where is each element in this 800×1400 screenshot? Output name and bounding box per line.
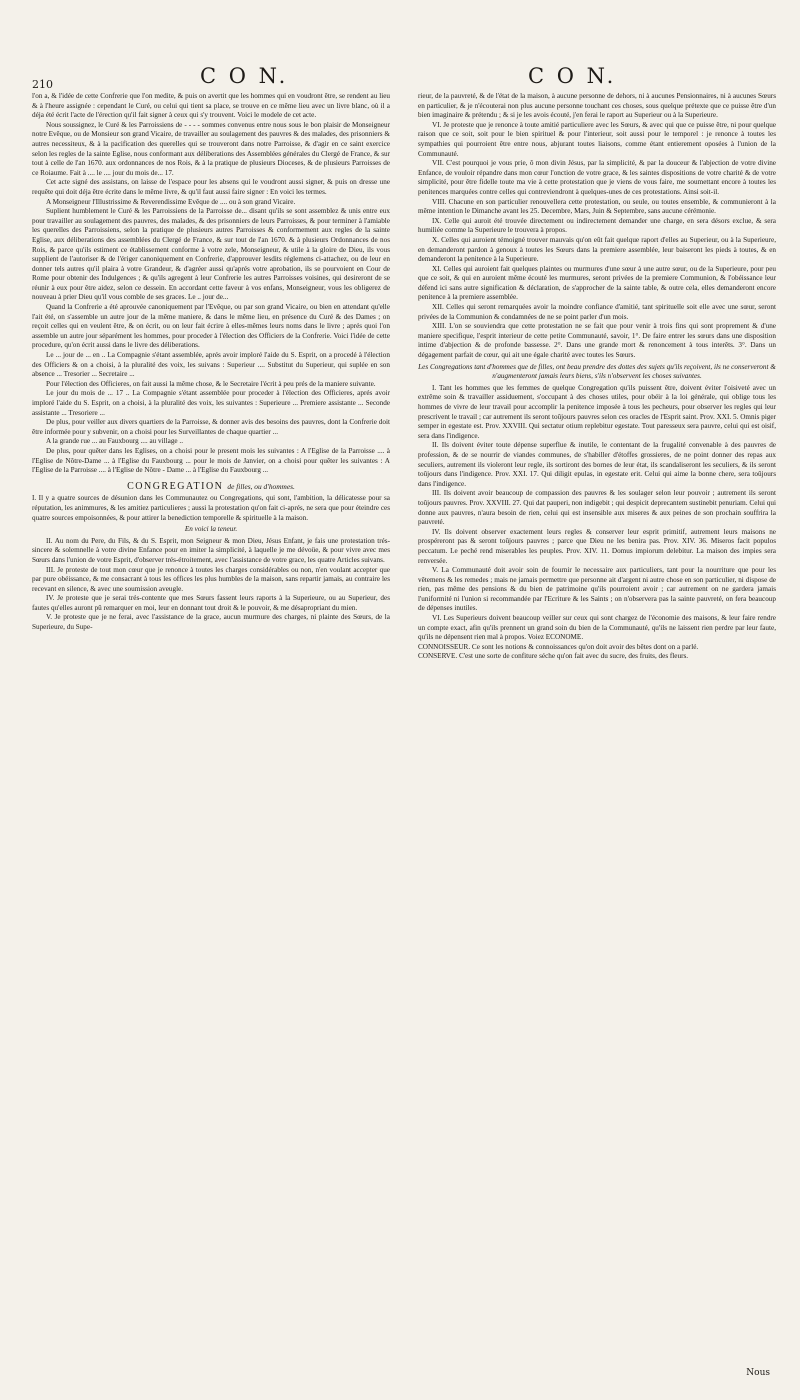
paragraph-text: De plus, pour quêter dans les Eglises, on a choisi pour le present mois les suivantes : A l'Eglise de la Parroisse .... à l'Eglise de Nôtre-Dame ... à l'Eglise du Fauxbourg ... pour le mois de Janvier, on a choisi pour quêter les suivantes : A l'Eglise de la Parroisse .... à l'Eglise de Nôtre - Dame ... à l'Eglise du Fauxbourg ...: [32, 446, 390, 475]
paragraph-text: VI. Les Superieurs doivent beaucoup veiller sur ceux qui sont chargez de l'économie des maisons, & leur faire rendre un compte exact, afin qu'ils prennent un grand soin du bien de la Communauté, qu'ils ne laissent rien perdre par leur faute, qu'ils ne dépensent rien mal à propos. Voiez ECONOME.: [418, 614, 776, 642]
paragraph-text: l'on a, & l'idée de cette Confrerie que l'on medite, & puis on avertit que les hommes qui en voudront être, se rendent au lieu & à l'heure assignée : cependant le Curé, ou celui qui tient sa place, se trouve en ce même lieu avec un livre blanc, où il a déja été écrit l'acte de l'érection qu'il fait signer à ceux qui s'y trouvent. Voici le modele de cet acte.: [32, 92, 390, 120]
paragraph-text: IV. Ils doivent observer exactement leurs regles & conserver leur esprit primitif, autrement leurs maisons ne prospéreront pas & seront toûjours pauvres ; parce que Dieu ne les benira pas. Prov. XIV. 36. Miseros facit populos peccatum. Le peché rend miserables les peuples. Prov. XIV. 11. Domus impiorum delebitur. La maison des impies sera renversée.: [418, 527, 776, 565]
paragraph: [32, 121, 390, 179]
paragraph: [32, 537, 390, 566]
paragraph-text: Les Congregations tant d'hommes que de filles, ont beau prendre des dottes des sujets qu'ils reçoivent, ils ne conserveront & n'augmenteront jamais leurs biens, s'ils n'observent les choses suivantes.: [418, 362, 776, 381]
paragraph-text: III. Je proteste de tout mon cœur que je renonce à toutes les charges considérables ou non, n'en voulant accepter que par pure obéissance, & me consacrant à tous les offices les plus humbles de la maison, sans repartir jamais, au contraire les recevant en silence, & avec une soumission aveugle.: [32, 565, 390, 593]
paragraph: [32, 92, 390, 121]
paragraph-text: Le jour du mois de ... 17 .. La Compagnie s'étant assemblée pour proceder à l'élection des Officieres, aprés avoir imploré l'aide du S. Esprit, on a choisi, à la pluralité des voix, les suivantes : Superieure ... Premiere assistante ... Seconde assistante ... Tresoriere ...: [32, 389, 390, 417]
paragraph: [32, 207, 390, 303]
paragraph: [32, 594, 390, 613]
paragraph-text: XI. Celles qui auroient fait quelques plaintes ou murmures d'une sœur à une autre sœur, ou de la Superieure, pour peu que ce soit, & qui en auroient même écouté les murmures, seront privées de la premiere Communion, & l'obéissance leur défend ici sans autre signification & déclaration, de s'approcher de la sainte table, & outre cela, elles demanderont encore penitence à la premiere assemblée.: [418, 264, 776, 302]
paragraph: [418, 489, 776, 527]
paragraph: [32, 198, 390, 208]
paragraph-text: III. Ils doivent avoir beaucoup de compassion des pauvres & les soulager selon leur pouvoir ; autrement ils seront toûjours pauvres. Prov. XXVIII. 27. Qui dat pauperi, non indigebit ; qui despicit deprecantem sustinebit penuriam. Celui qui donne aux pauvres, n'aura besoin de rien, celui qui est insensible aux miseres & aux peines de son prochain souffrira la pauvreté.: [418, 489, 776, 527]
paragraph-text: Le ... jour de ... en .. La Compagnie s'étant assemblée, aprés avoir imploré l'aide du S. Esprit, on a procedé à l'élection des Officiers & on a choisi, à la pluralité des voix, les suivans : Superieur .... Substitut du Superieur, qui suplée en son absence ... Tresorier ... Secretaire ...: [32, 351, 390, 379]
heading-subtitle: de filles, ou d'hommes.: [227, 481, 295, 491]
paragraph: [418, 614, 776, 643]
paragraph: [32, 613, 390, 632]
paragraph-text: Nous soussignez, le Curé & les Parroissiens de - - - - sommes convenus entre nous sous le bon plaisir de Monseigneur notre Evêque, ou de Monsieur son grand Vicaire, de travailler au soulagement des pauvres & des malades, des prisonniers & autres necessiteux, & à la pacification des querelles qui se trouveront dans notre Parroisse, & d'agir en ce saint exercice selon les regles de la sainte Eglise, nous conformant aux déliberations des Assemblées générales du Clergé de France, & sur tout à celle de l'an 1670. aux ordonnances de nos Rois, & à la pratique de plusieurs Dioceses, & de plusieurs Parroisses de ce Roiaume. Fait à .... le .... jour du mois de... 17.: [32, 120, 390, 177]
paragraph-text: V. Je proteste que je ne ferai, avec l'assistance de la grace, aucun murmure des charges, ni plainte des Sœurs, de la Superieure, du Supe-: [32, 613, 390, 632]
running-head-right: C O N.: [528, 64, 617, 88]
paragraph: [32, 437, 390, 447]
paragraph: [418, 265, 776, 303]
right-column: [418, 92, 776, 1382]
paragraph: [418, 528, 776, 566]
paragraph-text: De plus, pour veiller aux divers quartiers de la Parroisse, & donner avis des besoins des pauvres, dont la Confrerie doit être informée pour y subvenir, on a choisi pour les Surveillantes de chaque quartier ...: [32, 418, 390, 436]
paragraph-text: rieur, de la pauvreté, & de l'état de la maison, à aucune personne de dehors, ni à aucunes Pensionnaires, ni à aucunes Sœurs en particulier, & je n'écouterai non plus aucune personne touchant ces choses, sous quelque prétexte que ce puisse être d'un bien imaginaire & prétendu ; & si je les avois écouté, j'en ferai le raport au Superieur ou à la Superieure.: [418, 92, 776, 120]
paragraph-text: IX. Celle qui auroit été trouvée directement ou indirectement demander une charge, en sera désors exclue, & sera humiliée comme la Superieure le trouvera à propos.: [418, 216, 776, 235]
paragraph-text: VII. C'est pourquoi je vous prie, ô mon divin Jésus, par la simplicité, & par la douceur & l'abjection de votre divine Enfance, de vouloir répandre dans mon cœur l'onction de votre grace, & les saintes dispositions de votre charité & de votre simplicité, pour être fidelle toute ma vie à cette protestation que je viens de vous faire, me soumettant encore à toutes les penitences marquées contre celles qui contreviendront à quelques-unes de ces protestations. Ainsi soit-il.: [418, 159, 776, 196]
paragraph: [32, 447, 390, 476]
paragraph-text: CONSERVE. C'est une sorte de confiture séche qu'on fait avec du sucre, des fruits, des fleurs.: [418, 652, 689, 661]
paragraph: [32, 389, 390, 418]
paragraph-text: VIII. Chacune en son particulier renouvellera cette protestation, ou seule, ou toutes ensemble, & communieront à la même intention le Dimanche avant les 25. Decembre, Mars, Juin & Septembre, sans aucune cérémonie.: [418, 197, 776, 216]
paragraph-text: Cet acte signé des assistans, on laisse de l'espace pour les absens qui le voudront aussi signer, & puis on dresse une requête qui doit déja être écrite dans le même livre, & qu'il faut aussi faire signer : En voici les termes.: [32, 178, 390, 196]
paragraph: [32, 525, 390, 535]
paragraph: [418, 303, 776, 322]
paragraph: [32, 566, 390, 595]
paragraph: [418, 363, 776, 382]
paragraph: [418, 121, 776, 159]
paragraph-text: Quand la Confrerie a été aprouvée canoniquement par l'Evêque, ou par son grand Vicaire, ou bien en attendant qu'elle l'ait été, on s'assemble un autre jour de la même maniere, & dans le même lieu, en présence du Curé & des Dames ; on reçoit celles qui en veulent être, & on écrit, ou on leur fait écrire à elles-mêmes leurs noms dans le livre ; aprés quoi l'on assemble un autre jour séparément les hommes, pour proceder à l'élection des Officiers de la Confrerie. Voici l'idée de cette procedure, qu'on écrit aussi dans le livre des déliberations.: [32, 303, 390, 350]
paragraph-text: IV. Je proteste que je serai trés-contente que mes Sœurs fassent leurs raports à la Superieure, ou au Superieur, des fautes qu'elles auront pû remarquer en moi, leur en donnant tout droit & le pouvoir, & me désapropriant du mien.: [32, 594, 390, 612]
paragraph: [32, 380, 390, 390]
catchword: Nous: [746, 1368, 770, 1378]
paragraph: [32, 351, 390, 380]
paragraph: [418, 322, 776, 360]
paragraph-text: CONNOISSEUR. Ce sont les notions & connoissances qu'on doit avoir des bêtes dont on a parlé.: [418, 642, 699, 651]
paragraph-text: XIII. L'on se souviendra que cette protestation ne se fait que pour venir à trois fins qui sont proprement & d'une maniere specifique, l'esprit interieur de cette petite Communauté, savoir, 1°. De faire entrer les sœurs dans une disposition intime d'abjection & de profonde bassesse. 2°. Dans une grande mort & renoncement à tous interêts. 3°. Dans un dégagement parfait de cœur, qui ait une égale charité avec toutes les Sœurs.: [418, 322, 776, 360]
paragraph: [32, 418, 390, 437]
paragraph: [32, 482, 390, 492]
paragraph-text: XII. Celles qui seront remarquées avoir la moindre confiance d'amitié, tant spirituelle soit elle avec une sœur, seront privées de la Communion & condamnées de ne se point parler d'un mois.: [418, 303, 776, 321]
paragraph-text: II. Ils doivent éviter toute dépense superflue & inutile, le contentant de la frugalité convenable à des pauvres de profession, & de se nourrir de viandes communes, de s'habiller d'étoffes grossieres, de ne point donner des repas aux seculiers, autrement ils violeront leur regle, ils sortiront des bornes de leur état, ils scandaliseront les seculiers, & ils seront toûjours dans l'indigence. Prov. XXI. 17. Qui diligit epulas, in egestate erit. Celui qui aime la bonne chere, sera toûjours dans l'indigence.: [418, 441, 776, 488]
paragraph: [418, 384, 776, 442]
paragraph-text: Pour l'élection des Officieres, on fait aussi la même chose, & le Secretaire l'écrit à peu prés de la maniere suivante.: [46, 379, 376, 388]
paragraph: [32, 494, 390, 523]
paragraph: [418, 217, 776, 236]
paragraph-text: Suplient humblement le Curé & les Parroissiens de la Parroisse de... disant qu'ils se sont assemblez & unis entre eux pour travailler au soulagement des pauvres, des malades, & des prisonniers de leurs Parroisses, & pour terminer à l'amiable les querelles des Parroissiens, selon la pratique de plusieurs autres Parroisses & conformement aux regles de la sainte Eglise, aux déliberations des assemblées du Clergé de France, & sur tout de l'an 1670. & à plusieurs Ordonnances de nos Rois, & parce qu'ils estiment ce établissement conforme à votre zele, Monseigneur, & utile à la gloire de Dieu, ils vous supplient de l'autoriser & de l'ériger canoniquement en Confrerie, d'approuver lesdits réglemens ci-attachez, ou de leur en donner tels autres qu'il plaira à votre Grandeur, & d'agréer aussi qu'aprés votre aprobation, ils se pourvoient en Cour de Rome pour obtenir des Indulgences ; & qu'ils agregent à leur Confrerie les autres Parroisses voisines, qui desireront de se réunir à eux pour être aidez, selon ce dessein. En accordant cette faveur à vos enfans, Monseigneur, vous les obligerez de nouveau à prier Dieu qu'il vous comble de ses graces. Le .. jour de...: [32, 207, 390, 302]
paragraph-text: CONGREGATION: [127, 480, 224, 492]
paragraph-text: X. Celles qui auroient témoigné trouver mauvais qu'on eût fait quelque raport d'elles au Superieur, ou à la Superieure, en demanderont pardon à genoux à toutes les Sœurs dans la premiere assemblée, leur baiseront les pieds à toutes, & en demanderont la penitence à la Superieure.: [418, 235, 776, 264]
paragraph: [32, 303, 390, 351]
paragraph-text: En voici la teneur.: [184, 525, 238, 534]
paragraph-text: V. La Communauté doit avoir soin de fournir le necessaire aux particuliers, tant pour la nourriture que pour les vêtemens & les remedes ; mais ne jamais permettre que personne ait d'argent ni autre chose en son particulier, ni dispose de rien, pas même des pensions & du bien de patrimoine qu'ils pourroient avoir ; car autrement on ne gardera jamais l'uniformité ni l'union si recommandée par l'Ecriture & les Saints ; on n'observera pas la sainte pauvreté, on fera beaucoup de dépenses inutiles.: [418, 566, 776, 613]
paragraph: [32, 178, 390, 197]
paragraph-text: I. Il y a quatre sources de désunion dans les Communautez ou Congregations, qui sont, l'ambition, la délicatesse pour sa réputation, les animmures, & les amitiez particulieres ; aussi la protestation qu'on fait ci-aprés, ne sera que pour éteindre ces quatre sources empoisonnées, & pour attirer la benediction temporelle & spirituelle à la maison.: [32, 494, 390, 522]
paragraph: [418, 159, 776, 197]
paragraph: [418, 441, 776, 489]
paragraph-text: A la grande rue ... au Fauxbourg .... au village ..: [46, 437, 183, 446]
paragraph: [418, 92, 776, 121]
page-number: 210: [32, 78, 53, 91]
paragraph-text: II. Au nom du Pere, du Fils, & du S. Esprit, mon Seigneur & mon Dieu, Jésus Enfant, je fais une protestation trés-sincere & solemnelle à votre divine Enfance pour en imiter la simplicité, à laquelle je me dévoüe, & pour vivre avec mes Sœurs dans l'union de votre Esprit, d'observer trés-étroitement, avec l'assistance de votre grace, les quatre Articles suivans.: [32, 536, 390, 564]
paragraph: [418, 643, 776, 653]
left-column: [32, 92, 390, 1382]
paragraph: [418, 198, 776, 217]
paragraph-text: VI. Je proteste que je renonce à toute amitié particuliere avec les Sœurs, & avec qui que ce puisse être, ni pour quelque raison que ce soit, soit pour le bien spirituel & pour l'interieur, soit aussi pour le temporel : je renonce à toutes les sympathies qui pourroient être entre nous, abjurant toutes liaisons, comme étant entierement oposées à l'union de la Communauté.: [418, 120, 776, 158]
running-head-left: C O N.: [200, 64, 289, 88]
paragraph: [418, 652, 776, 662]
paragraph-text: I. Tant les hommes que les femmes de quelque Congregation qu'ils puissent être, doivent éviter l'oisiveté avec un extrême soin & travailler assiduement, s'occupant à des choses utiles, pour obéir à la loi générale, qui oblige tous les hommes de vivre de leur travail pour accomplir la penitence imposée à tous les pecheurs, pour observer les regles qui leur prescrivent le travail ; car autrement ils seront toûjours pauvres selon ces oracles de l'Esprit saint. Prov. XXI. 5. Omnis piger semper in egestate est. Prov. XXVIII. Qui sectatur otium replebitur egestate. Tout paresseux sera pauvre, celui qui est oisif, sera dans l'indigence.: [418, 383, 776, 440]
paragraph: [418, 566, 776, 614]
paragraph-text: A Monseigneur l'Illustrissime & Reverendissime Evêque de .... ou à son grand Vicaire.: [46, 197, 296, 206]
paragraph: [418, 236, 776, 265]
